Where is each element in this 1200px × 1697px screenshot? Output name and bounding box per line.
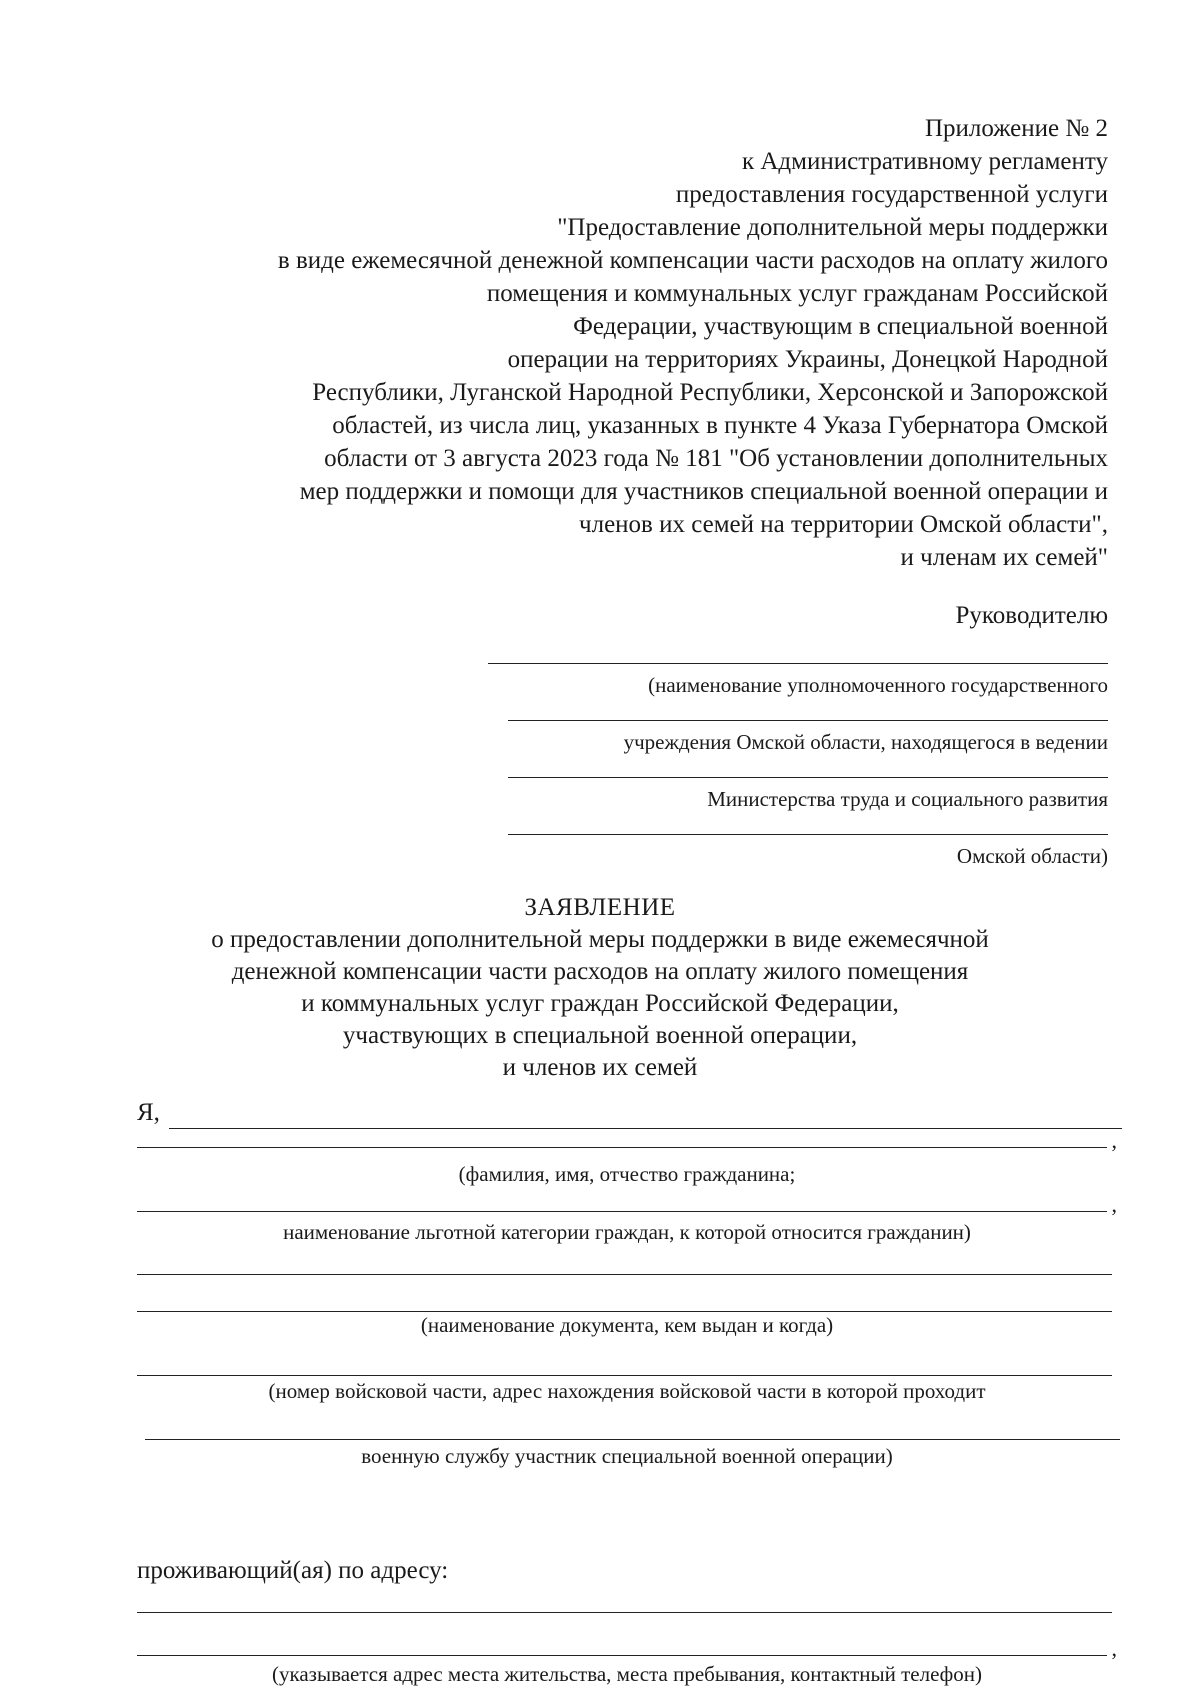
- header-line: операции на территориях Украины, Донецкой Народной: [507, 346, 1108, 373]
- header-line: членов их семей на территории Омской области",: [579, 511, 1108, 538]
- category-caption: наименование льготной категории граждан, к которой относится гражданин): [283, 1220, 971, 1244]
- addressee-field[interactable]: [508, 834, 1108, 892]
- comma: ,: [1111, 1636, 1117, 1661]
- fill-line: [145, 1439, 1120, 1440]
- header-line: Приложение № 2: [924, 115, 1108, 142]
- addressee-field[interactable]: [508, 720, 1108, 778]
- ya-label: Я,: [137, 1099, 160, 1126]
- fill-line: [488, 663, 1108, 664]
- fill-line: [508, 834, 1108, 835]
- military-service-field[interactable]: [145, 1410, 1120, 1440]
- addressee-caption: Омской области): [956, 844, 1108, 868]
- address-caption: (указывается адрес места жительства, места пребывания, контактный телефон): [271, 1662, 983, 1686]
- appendix-header: [108, 112, 1108, 574]
- residence-label: проживающий(ая) по адресу:: [137, 1557, 449, 1584]
- application-title: [0, 892, 1200, 1084]
- fill-line: [508, 777, 1108, 778]
- fill-line: [137, 1211, 1107, 1212]
- fill-line: [137, 1147, 1107, 1148]
- addressee-caption: (наименование уполномоченного государственного: [648, 673, 1108, 697]
- header-line: к Административному регламенту: [741, 148, 1108, 175]
- document-field[interactable]: [137, 1245, 1112, 1275]
- fill-line: [137, 1274, 1112, 1275]
- document-field[interactable]: [137, 1282, 1112, 1312]
- title-line: о предоставлении дополнительной меры поддержки в виде ежемесячной: [211, 926, 989, 953]
- header-line: Федерации, участвующим в специальной военной: [573, 313, 1108, 340]
- document-caption: (наименование документа, кем выдан и когда): [420, 1313, 834, 1337]
- addressee-caption: Министерства труда и социального развития: [707, 787, 1108, 811]
- addressee-field[interactable]: [508, 777, 1108, 835]
- title-line: денежной компенсации части расходов на оплату жилого помещения: [231, 958, 969, 985]
- fill-line: [137, 1311, 1112, 1312]
- address-field[interactable]: [137, 1626, 1117, 1661]
- title-line: участвующих в специальной военной операции,: [342, 1022, 858, 1049]
- header-line: предоставления государственной услуги: [675, 181, 1108, 208]
- comma: ,: [1111, 1192, 1117, 1217]
- comma: ,: [1111, 1128, 1117, 1153]
- fill-line: [137, 1655, 1107, 1656]
- title-line: и коммунальных услуг граждан Российской Федерации,: [301, 990, 899, 1017]
- header-line: области от 3 августа 2023 года № 181 "Об установлении дополнительных: [324, 445, 1108, 472]
- benefit-category-field[interactable]: [137, 1182, 1117, 1217]
- military-unit-caption: (номер войсковой части, адрес нахождения войсковой части в которой проходит: [268, 1379, 986, 1403]
- title-line: и членов их семей: [502, 1054, 698, 1081]
- applicant-name-field[interactable]: [137, 1118, 1117, 1153]
- addressee-field[interactable]: [488, 663, 1108, 721]
- header-line: Республики, Луганской Народной Республики, Херсонской и Запорожской: [312, 379, 1108, 406]
- addressee-caption: учреждения Омской области, находящегося в ведении: [623, 730, 1108, 754]
- military-service-caption: военную службу участник специальной военной операции): [361, 1444, 893, 1468]
- military-unit-field[interactable]: [137, 1346, 1112, 1376]
- document-heading: ЗАЯВЛЕНИЕ: [524, 894, 676, 921]
- addressee-label: Руководителю: [955, 602, 1108, 629]
- header-line: мер поддержки и помощи для участников специальной военной операции и: [299, 478, 1108, 505]
- fill-line: [508, 720, 1108, 721]
- fill-line: [137, 1612, 1112, 1613]
- header-line: помещения и коммунальных услуг гражданам Российской: [486, 280, 1108, 307]
- header-line: в виде ежемесячной денежной компенсации части расходов на оплату жилого: [277, 247, 1108, 274]
- header-line: и членам их семей": [900, 544, 1108, 571]
- fio-caption: (фамилия, имя, отчество гражданина;: [458, 1162, 796, 1186]
- header-line: "Предоставление дополнительной меры поддержки: [557, 214, 1108, 241]
- fill-line: [137, 1375, 1112, 1376]
- header-line: областей, из числа лиц, указанных в пункте 4 Указа Губернатора Омской: [332, 412, 1108, 439]
- address-field[interactable]: [137, 1583, 1112, 1613]
